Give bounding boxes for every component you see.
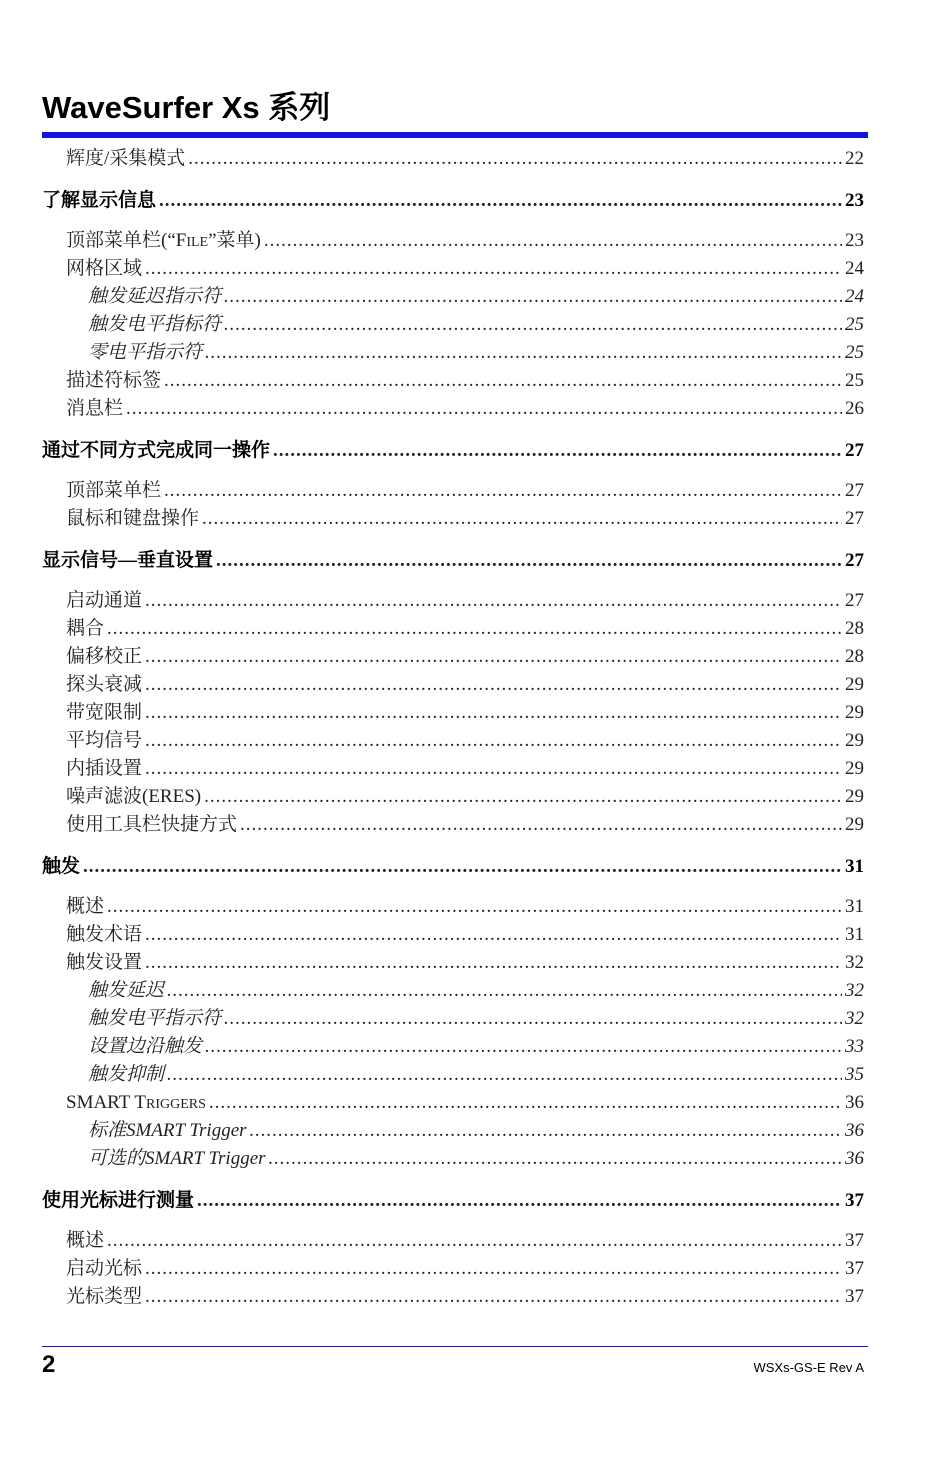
toc-label: 触发设置 bbox=[66, 952, 143, 973]
toc-leader-dots bbox=[197, 1186, 842, 1216]
toc-leader-dots bbox=[167, 977, 842, 1005]
toc-subentry[interactable] bbox=[42, 1061, 864, 1089]
toc-entry[interactable] bbox=[42, 727, 864, 755]
toc-entry[interactable] bbox=[42, 395, 864, 423]
toc-leader-dots bbox=[145, 755, 842, 783]
toc-leader-dots bbox=[224, 1005, 842, 1033]
toc-label: 触发抑制 bbox=[88, 1064, 165, 1085]
toc-page-number: 29 bbox=[845, 786, 864, 807]
toc-entry[interactable] bbox=[42, 255, 864, 283]
toc-entry[interactable] bbox=[42, 145, 864, 173]
toc-entry[interactable] bbox=[42, 671, 864, 699]
toc-label: 消息栏 bbox=[66, 398, 124, 419]
footer-page-number: 2 bbox=[42, 1351, 56, 1378]
toc-entry[interactable] bbox=[42, 477, 864, 505]
toc-page-number: 37 bbox=[845, 1286, 864, 1307]
toc-label: 标准SMART Trigger bbox=[88, 1120, 247, 1141]
toc-label: 显示信号—垂直设置 bbox=[42, 550, 214, 571]
toc-label: 偏移校正 bbox=[66, 646, 143, 667]
toc-subentry[interactable] bbox=[42, 311, 864, 339]
toc-label: 噪声滤波(ERES) bbox=[66, 786, 202, 807]
toc-page-number: 23 bbox=[845, 190, 864, 211]
toc-entry[interactable] bbox=[42, 1089, 864, 1117]
toc-page-number: 25 bbox=[845, 314, 864, 335]
toc-page-number: 28 bbox=[845, 618, 864, 639]
toc-entry[interactable] bbox=[42, 783, 864, 811]
toc-label: 设置边沿触发 bbox=[88, 1036, 203, 1057]
toc-page-number: 25 bbox=[845, 342, 864, 363]
toc-entry[interactable] bbox=[42, 1283, 864, 1311]
toc-entry[interactable] bbox=[42, 921, 864, 949]
toc-page-number: 31 bbox=[845, 924, 864, 945]
toc-label: 探头衰减 bbox=[66, 674, 143, 695]
toc-subentry[interactable] bbox=[42, 1005, 864, 1033]
toc-page-number: 25 bbox=[845, 370, 864, 391]
toc-subentry[interactable] bbox=[42, 1145, 864, 1173]
toc-subentry[interactable] bbox=[42, 1033, 864, 1061]
toc-page-number: 36 bbox=[845, 1092, 864, 1113]
toc-label: 使用工具栏快捷方式 bbox=[66, 814, 238, 835]
toc-leader-dots bbox=[107, 1227, 842, 1255]
toc-label: 零电平指示符 bbox=[88, 342, 203, 363]
toc-leader-dots bbox=[107, 615, 842, 643]
toc-page-number: 36 bbox=[845, 1148, 864, 1169]
toc-subentry[interactable] bbox=[42, 1117, 864, 1145]
toc-page-number: 27 bbox=[845, 590, 864, 611]
toc-label: 触发延迟 bbox=[88, 980, 165, 1001]
toc-page-number: 24 bbox=[845, 258, 864, 279]
toc-entry[interactable] bbox=[42, 505, 864, 533]
toc-page-number: 32 bbox=[845, 952, 864, 973]
toc-section[interactable] bbox=[42, 1186, 864, 1216]
toc-leader-dots bbox=[145, 727, 842, 755]
toc-leader-dots bbox=[145, 1255, 842, 1283]
toc-entry[interactable] bbox=[42, 949, 864, 977]
toc-leader-dots bbox=[145, 671, 842, 699]
toc-leader-dots bbox=[216, 546, 842, 576]
toc-leader-dots bbox=[224, 283, 842, 311]
toc-page-number: 31 bbox=[845, 856, 864, 877]
toc-label: 使用光标进行测量 bbox=[42, 1190, 195, 1211]
toc-page-number: 29 bbox=[845, 814, 864, 835]
toc-entry[interactable] bbox=[42, 1227, 864, 1255]
toc-section[interactable] bbox=[42, 546, 864, 576]
toc-entry[interactable] bbox=[42, 227, 864, 255]
toc-page-number: 37 bbox=[845, 1230, 864, 1251]
toc-leader-dots bbox=[145, 587, 842, 615]
toc-entry[interactable] bbox=[42, 1255, 864, 1283]
toc-leader-dots bbox=[145, 949, 842, 977]
toc-label: 概述 bbox=[66, 1230, 105, 1251]
toc-page-number: 37 bbox=[845, 1258, 864, 1279]
toc-page-number: 37 bbox=[845, 1190, 864, 1211]
toc-leader-dots bbox=[164, 477, 842, 505]
toc-leader-dots bbox=[145, 643, 842, 671]
toc-leader-dots bbox=[145, 1283, 842, 1311]
toc-label: 内插设置 bbox=[66, 758, 143, 779]
title-rule bbox=[42, 132, 868, 138]
toc-label: 触发延迟指示符 bbox=[88, 286, 222, 307]
toc-label: 启动光标 bbox=[66, 1258, 143, 1279]
toc-label: 带宽限制 bbox=[66, 702, 143, 723]
toc-subentry[interactable] bbox=[42, 977, 864, 1005]
toc-leader-dots bbox=[107, 893, 842, 921]
toc-leader-dots bbox=[159, 186, 842, 216]
toc-leader-dots bbox=[204, 783, 842, 811]
toc-page-number: 32 bbox=[845, 1008, 864, 1029]
toc-page-number: 27 bbox=[845, 508, 864, 529]
toc-leader-dots bbox=[209, 1089, 842, 1117]
toc-leader-dots bbox=[167, 1061, 842, 1089]
toc-page-number: 27 bbox=[845, 550, 864, 571]
toc-label: 光标类型 bbox=[66, 1286, 143, 1307]
toc-section[interactable] bbox=[42, 186, 864, 216]
toc-page-number: 27 bbox=[845, 480, 864, 501]
toc-entry[interactable] bbox=[42, 643, 864, 671]
toc-section[interactable] bbox=[42, 436, 864, 466]
toc-page-number: 29 bbox=[845, 758, 864, 779]
toc-page-number: 22 bbox=[845, 148, 864, 169]
toc-page-number: 33 bbox=[845, 1036, 864, 1057]
toc-leader-dots bbox=[264, 227, 842, 255]
toc-page-number: 29 bbox=[845, 730, 864, 751]
toc-entry[interactable] bbox=[42, 755, 864, 783]
toc-leader-dots bbox=[202, 505, 842, 533]
toc-label: 耦合 bbox=[66, 618, 105, 639]
toc-page-number: 28 bbox=[845, 646, 864, 667]
toc-leader-dots bbox=[145, 255, 842, 283]
toc-page-number: 29 bbox=[845, 674, 864, 695]
toc-leader-dots bbox=[273, 436, 842, 466]
toc-page-number: 23 bbox=[845, 230, 864, 251]
toc-leader-dots bbox=[250, 1117, 842, 1145]
toc-leader-dots bbox=[224, 311, 842, 339]
toc-label: 辉度/采集模式 bbox=[66, 148, 186, 169]
toc-label: 概述 bbox=[66, 896, 105, 917]
toc-label: 顶部菜单栏 bbox=[66, 480, 162, 501]
toc-page-number: 32 bbox=[845, 980, 864, 1001]
toc-label: 了解显示信息 bbox=[42, 190, 157, 211]
toc-leader-dots bbox=[205, 339, 842, 367]
toc-entry[interactable] bbox=[42, 699, 864, 727]
toc-label: 网格区域 bbox=[66, 258, 143, 279]
toc-label: 鼠标和键盘操作 bbox=[66, 508, 200, 529]
toc-leader-dots bbox=[240, 811, 842, 839]
toc-entry[interactable] bbox=[42, 615, 864, 643]
toc-page-number: 24 bbox=[845, 286, 864, 307]
toc-page-number: 31 bbox=[845, 896, 864, 917]
toc-label: SMART TRIGGERS bbox=[66, 1092, 206, 1113]
toc-label: 平均信号 bbox=[66, 730, 143, 751]
toc-page-number: 27 bbox=[845, 440, 864, 461]
toc-leader-dots bbox=[126, 395, 842, 423]
toc-page-number: 29 bbox=[845, 702, 864, 723]
toc-subentry[interactable] bbox=[42, 339, 864, 367]
toc-entry[interactable] bbox=[42, 367, 864, 395]
toc-entry[interactable] bbox=[42, 587, 864, 615]
toc-section[interactable] bbox=[42, 852, 864, 882]
toc-label: 通过不同方式完成同一操作 bbox=[42, 440, 271, 461]
toc-label: 触发 bbox=[42, 856, 81, 877]
footer-rule bbox=[42, 1346, 868, 1347]
toc-leader-dots bbox=[145, 699, 842, 727]
toc-leader-dots bbox=[83, 852, 842, 882]
toc-page-number: 35 bbox=[845, 1064, 864, 1085]
toc-leader-dots bbox=[164, 367, 842, 395]
toc-label: 启动通道 bbox=[66, 590, 143, 611]
toc-entry[interactable] bbox=[42, 893, 864, 921]
toc-leader-dots bbox=[269, 1145, 842, 1173]
toc-label: 描述符标签 bbox=[66, 370, 162, 391]
toc-leader-dots bbox=[188, 145, 842, 173]
toc-label: 触发术语 bbox=[66, 924, 143, 945]
toc-entry[interactable] bbox=[42, 811, 864, 839]
footer-document-id: WSXs-GS-E Rev A bbox=[753, 1360, 864, 1375]
page-title: WaveSurfer Xs 系列 bbox=[42, 90, 331, 125]
toc-label: 可选的SMART Trigger bbox=[88, 1148, 266, 1169]
toc-page-number: 26 bbox=[845, 398, 864, 419]
toc-leader-dots bbox=[205, 1033, 842, 1061]
toc-subentry[interactable] bbox=[42, 283, 864, 311]
table-of-contents bbox=[42, 145, 864, 1311]
toc-label: 触发电平指示符 bbox=[88, 1008, 222, 1029]
toc-label: 触发电平指标符 bbox=[88, 314, 222, 335]
toc-label: 顶部菜单栏(“FILE”菜单) bbox=[66, 230, 261, 251]
toc-leader-dots bbox=[145, 921, 842, 949]
toc-page-number: 36 bbox=[845, 1120, 864, 1141]
